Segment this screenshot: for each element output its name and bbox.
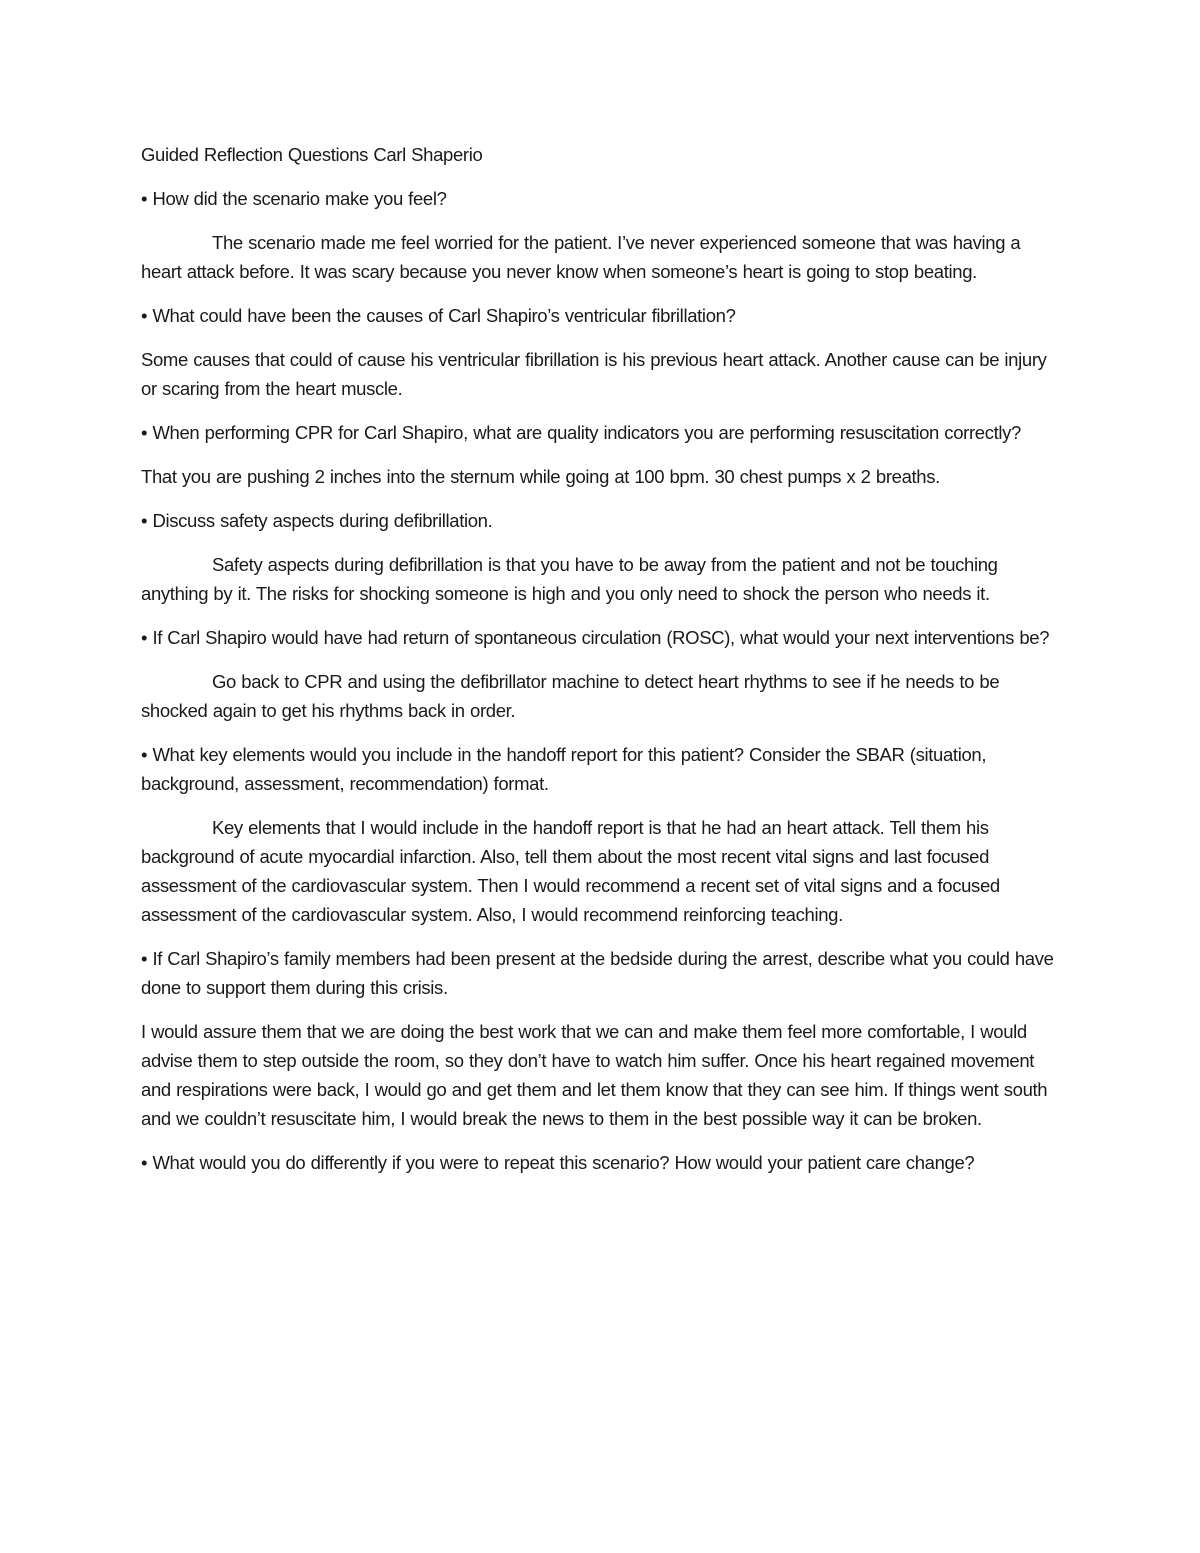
question-4 [141,506,1066,535]
bullet-icon: • [141,948,148,969]
answer-3: That you are pushing 2 inches into the sternum while going at 100 bpm. 30 chest pumps x 2 breaths. [141,466,940,487]
document-title: Guided Reflection Questions Carl Shaperio [141,144,483,165]
bullet-icon: • [141,188,148,209]
bullet-icon: • [141,744,148,765]
answer-7: I would assure them that we are doing the best work that we can and make them feel more comfortable, I would advise them to step outside the room, so they don’t have to watch him suffer. Once his heart regained movement and respirations were back, I would go and get them and let them know that they can see him. If things went south and we couldn’t resuscitate him, I would break the news to them in the best possible way it can be broken. [141,1021,1048,1129]
bullet-icon: • [141,422,148,443]
question-5-text: If Carl Shapiro would have had return of spontaneous circulation (ROSC), what would your next interventions be? [152,627,1050,648]
bullet-icon: • [141,1152,148,1173]
question-4-text: Discuss safety aspects during defibrillation. [152,510,493,531]
question-8-text: What would you do differently if you were to repeat this scenario? How would your patient care change? [152,1152,975,1173]
question-7 [141,944,1066,1002]
question-2-text: What could have been the causes of Carl Shapiro’s ventricular fibrillation? [152,305,736,326]
bullet-icon: • [141,510,148,531]
bullet-icon: • [141,305,148,326]
bullet-icon: • [141,627,148,648]
question-3 [141,418,1066,447]
question-5 [141,623,1066,652]
question-3-text: When performing CPR for Carl Shapiro, what are quality indicators you are performing resuscitation correctly? [152,422,1021,443]
answer-2: Some causes that could of cause his ventricular fibrillation is his previous heart attack. Another cause can be injury or scaring from the heart muscle. [141,349,1047,399]
answer-5: Go back to CPR and using the defibrillator machine to detect heart rhythms to see if he needs to be shocked again to get his rhythms back in order. [141,671,1000,721]
question-7-text: If Carl Shapiro’s family members had been present at the bedside during the arrest, describe what you could have done to support them during this crisis. [141,948,1054,998]
document-body [141,140,1066,1192]
question-6-text: What key elements would you include in the handoff report for this patient? Consider the SBAR (situation, background, assessment, recommendation) format. [141,744,987,794]
answer-4: Safety aspects during defibrillation is that you have to be away from the patient and not be touching anything by it. The risks for shocking someone is high and you only need to shock the person who needs it. [141,554,998,604]
question-2 [141,301,1066,330]
answer-1: The scenario made me feel worried for the patient. I’ve never experienced someone that was having a heart attack before. It was scary because you never know when someone’s heart is going to stop beating. [141,232,1021,282]
question-8 [141,1148,1066,1177]
answer-6: Key elements that I would include in the handoff report is that he had an heart attack. Tell them his background of acute myocardial infarction. Also, tell them about the most recent vital signs and last focused assessment of the cardiovascular system. Then I would recommend a recent set of vital signs and a focused assessment of the cardiovascular system. Also, I would recommend reinforcing teaching. [141,817,1000,925]
question-1 [141,184,1066,213]
question-1-text: How did the scenario make you feel? [152,188,447,209]
question-6 [141,740,1066,798]
